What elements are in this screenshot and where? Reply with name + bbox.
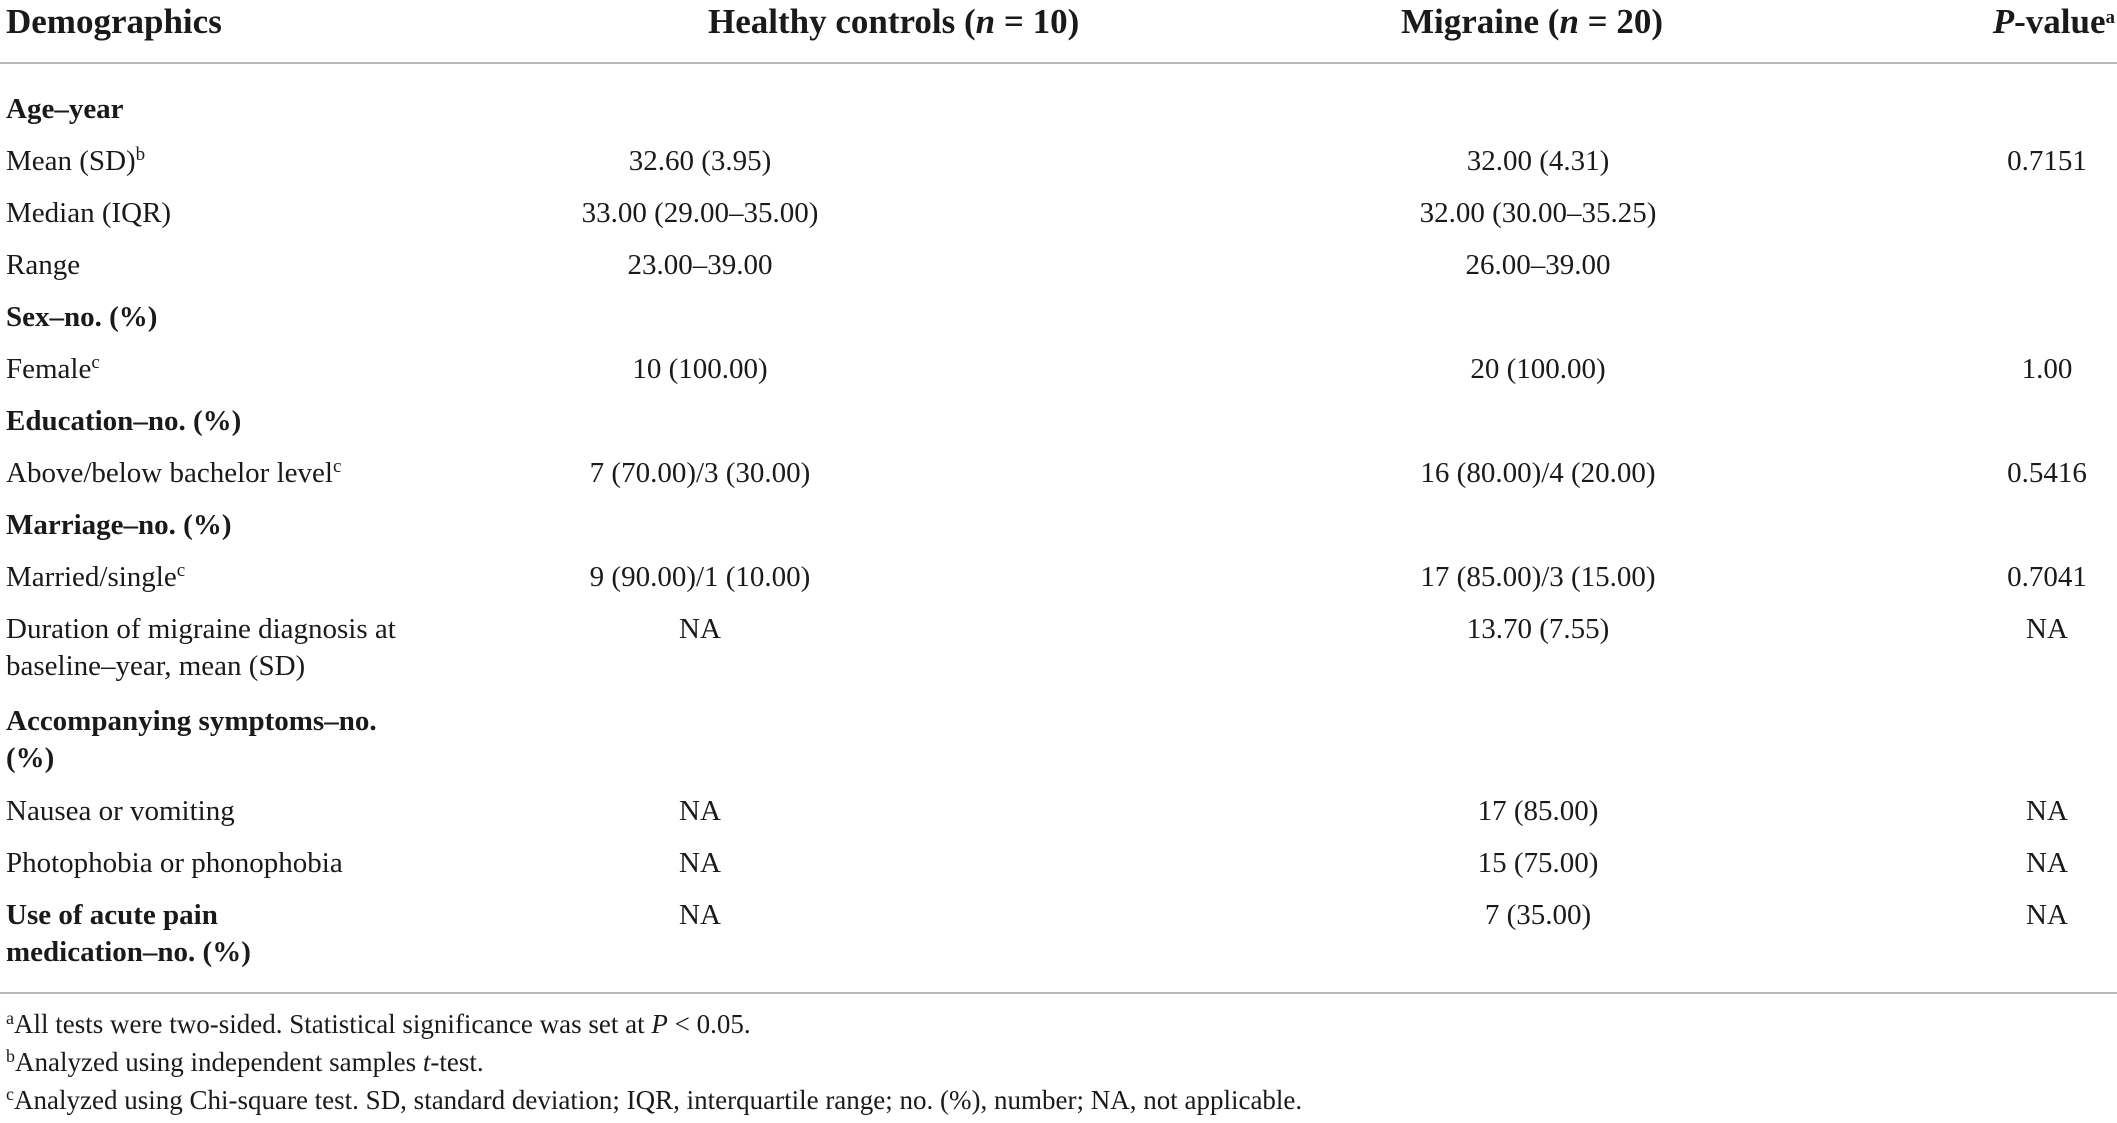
row-label: Marriage–no. (%) xyxy=(6,509,232,541)
row-label-line: baseline–year, mean (SD) xyxy=(6,650,306,682)
healthy-value: 10 (100.00) xyxy=(632,353,768,385)
row-label-line: Duration of migraine diagnosis at xyxy=(6,613,396,645)
row-label: Female$^c$ xyxy=(6,352,100,385)
p-value: 0.7151 xyxy=(2007,145,2087,177)
migraine-value: 20 (100.00) xyxy=(1470,353,1606,385)
row-label: Education–no. (%) xyxy=(6,405,242,437)
footnote-c: $^c$Analyzed using Chi-square test. SD, standard deviation; IQR, interquartile range; no. (%), number; NA, not applicable. xyxy=(6,1084,1303,1115)
migraine-value: 13.70 (7.55) xyxy=(1466,613,1610,645)
p-value: 1.00 xyxy=(2021,353,2073,385)
migraine-value: 32.00 (30.00–35.25) xyxy=(1419,197,1657,229)
healthy-value: 9 (90.00)/1 (10.00) xyxy=(589,561,811,593)
row-label xyxy=(6,897,526,971)
p-value: NA xyxy=(2026,847,2068,879)
p-value: 0.5416 xyxy=(2007,457,2087,489)
healthy-value: NA xyxy=(679,899,721,931)
row-label: Married/single$^c$ xyxy=(6,560,186,593)
migraine-value: 15 (75.00) xyxy=(1477,847,1599,879)
p-value: 0.7041 xyxy=(2007,561,2087,593)
row-label-line: (%) xyxy=(6,742,55,774)
row-label-line: Accompanying symptoms–no. xyxy=(6,705,377,737)
footnote-a: $^a$All tests were two-sided. Statistical significance was set at P < 0.05. xyxy=(6,1008,751,1039)
row-label: Photophobia or phonophobia xyxy=(6,847,343,879)
row-label: Range xyxy=(6,249,81,281)
row-label: Mean (SD)$^b$ xyxy=(6,144,146,177)
healthy-value: 33.00 (29.00–35.00) xyxy=(581,197,819,229)
row-label-line: Use of acute pain xyxy=(6,899,218,931)
migraine-value: 17 (85.00)/3 (15.00) xyxy=(1420,561,1656,593)
healthy-value: 7 (70.00)/3 (30.00) xyxy=(589,457,811,489)
row-label: Above/below bachelor level$^c$ xyxy=(6,456,342,489)
migraine-value: 26.00–39.00 xyxy=(1465,249,1611,281)
migraine-value: 32.00 (4.31) xyxy=(1466,145,1610,177)
p-value: NA xyxy=(2026,613,2068,645)
row-label: Age–year xyxy=(6,93,124,125)
header-healthy-controls: Healthy controls (n = 10) xyxy=(708,2,1080,41)
row-label xyxy=(6,703,526,777)
row-label: Median (IQR) xyxy=(6,197,172,229)
healthy-value: NA xyxy=(679,795,721,827)
migraine-value: 7 (35.00) xyxy=(1484,899,1592,931)
header-migraine: Migraine (n = 20) xyxy=(1401,2,1664,41)
header-demographics: Demographics xyxy=(6,2,222,41)
header-p-value: P-value$^a$ xyxy=(1992,2,2115,41)
row-label-line: medication–no. (%) xyxy=(6,936,251,968)
healthy-value: NA xyxy=(679,613,721,645)
healthy-value: 32.60 (3.95) xyxy=(628,145,772,177)
row-label: Sex–no. (%) xyxy=(6,301,158,333)
footnote-b: $^b$Analyzed using independent samples t-test. xyxy=(6,1046,484,1077)
healthy-value: NA xyxy=(679,847,721,879)
footer-divider xyxy=(0,992,2117,994)
p-value: NA xyxy=(2026,899,2068,931)
header-divider xyxy=(0,62,2117,64)
migraine-value: 17 (85.00) xyxy=(1477,795,1599,827)
migraine-value: 16 (80.00)/4 (20.00) xyxy=(1420,457,1656,489)
table-header xyxy=(0,0,2117,62)
healthy-value: 23.00–39.00 xyxy=(627,249,773,281)
row-label: Nausea or vomiting xyxy=(6,795,235,827)
p-value: NA xyxy=(2026,795,2068,827)
row-label xyxy=(6,611,526,685)
